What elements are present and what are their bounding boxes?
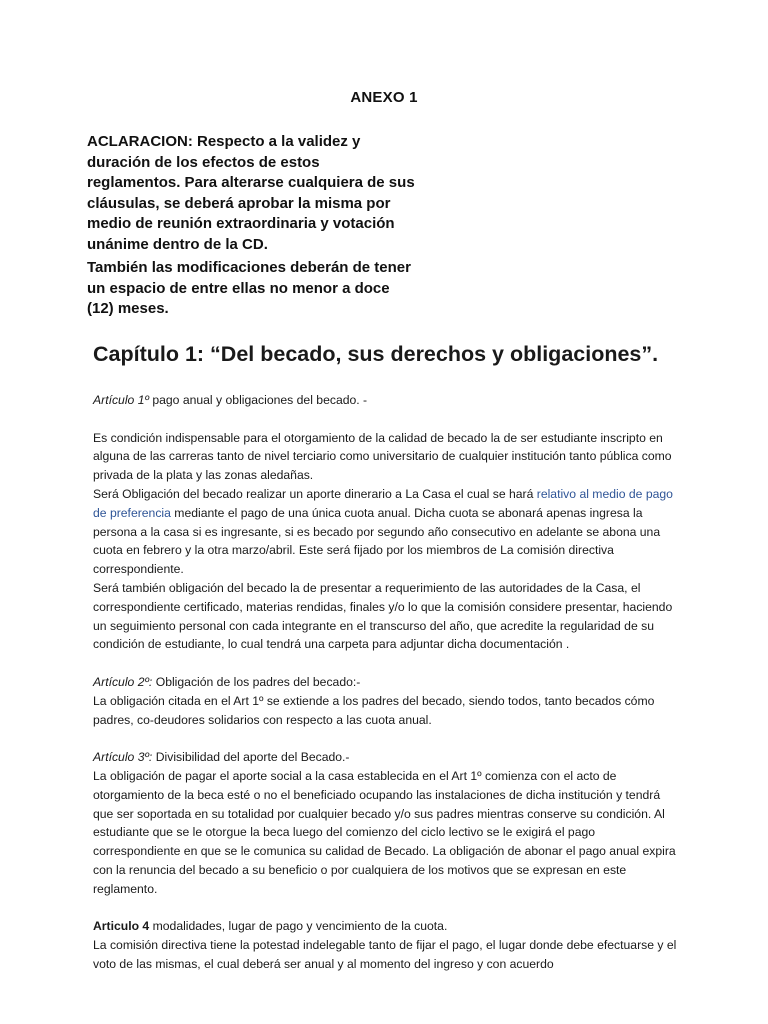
payment-method-link[interactable]: relativo al medio de pago de preferencia bbox=[93, 486, 673, 520]
article-4-label: Articulo 4 bbox=[93, 919, 150, 934]
article-1-label: Artículo 1º bbox=[93, 393, 149, 407]
annex-title: ANEXO 1 bbox=[350, 89, 418, 106]
spacer bbox=[93, 410, 683, 429]
article-1-heading bbox=[93, 391, 683, 410]
article-1-paragraph-1: Es condición indispensable para el otorgamiento de la calidad de becado la de ser estudiante inscripto en alguna de las carreras tanto de nivel terciario como universitario de cualquier institución tanto pública como privada de la plata y las zonas aledañas. bbox=[93, 430, 672, 483]
aclaracion-block bbox=[87, 132, 417, 320]
article-1-paragraph-2 bbox=[93, 485, 683, 579]
article-4-title: modalidades, lugar de pago y vencimiento de la cuota. bbox=[149, 919, 448, 934]
article-1-paragraph-2-start: Será Obligación del becado realizar un aporte dinerario a La Casa el cual se hará bbox=[93, 486, 537, 501]
article-4-heading bbox=[93, 917, 683, 936]
article-1-paragraph-2-end: mediante el pago de una única cuota anual. Dicha cuota se abonará apenas ingresa la persona a la casa si es ingresante, si es becado por segundo año consecutivo en adelante se abona una cuota en febrero y la otra marzo/abril. Este será fijado por los miembros de La comisión directiva correspondiente. bbox=[93, 505, 661, 577]
article-2-title: Obligación de los padres del becado:- bbox=[152, 674, 361, 689]
spacer bbox=[93, 654, 683, 673]
aclaracion-paragraph-1: ACLARACION: Respecto a la validez y duración de los efectos de estos reglamentos. Para alterarse cualquiera de sus cláusulas, se deberá aprobar la misma por medio de reunión extraordinaria y votación unánime dentro de la CD. bbox=[87, 133, 415, 253]
article-2-heading bbox=[93, 673, 683, 692]
article-3-heading bbox=[93, 748, 683, 767]
article-2-label: Artículo 2º: bbox=[93, 674, 153, 689]
article-3-label: Artículo 3º: bbox=[93, 750, 153, 765]
article-1-title: pago anual y obligaciones del becado. - bbox=[148, 393, 368, 407]
chapter-body bbox=[93, 391, 683, 974]
article-1-paragraph-3: Será también obligación del becado la de presentar a requerimiento de las autoridades de la Casa, el correspondiente certificado, materias rendidas, finales y/o lo que la comisión considere presentar, haciendo un seguimiento personal con cada integrante en el transcurso del año, que acredite la regularidad de su condición de estudiante, lo cual tendrá una carpeta para adjuntar dicha documentación . bbox=[93, 580, 673, 652]
spacer bbox=[93, 899, 683, 918]
chapter-title: Capítulo 1: “Del becado, sus derechos y obligaciones”. bbox=[93, 342, 659, 366]
article-2-paragraph-1: La obligación citada en el Art 1º se extiende a los padres del becado, siendo todos, tanto becados cómo padres, co-deudores solidarios con respecto a las cuota anual. bbox=[93, 693, 655, 727]
article-4-paragraph-1: La comisión directiva tiene la potestad indelegable tanto de fijar el pago, el lugar donde debe efectuarse y el voto de las mismas, el cual deberá ser anual y al momento del ingreso y con acuerdo bbox=[93, 938, 677, 971]
article-3-title: Divisibilidad del aporte del Becado.- bbox=[152, 750, 350, 765]
spacer bbox=[93, 729, 683, 748]
article-3-paragraph-1: La obligación de pagar el aporte social a la casa establecida en el Art 1º comienza con el acto de otorgamiento de la beca esté o no el beneficiado ocupando las instalaciones de dicha institución y tendrá que ser soportada en su totalidad por cualquier becado y/o sus padres mientras conserve su condición. Al estudiante que se le otorgue la beca luego del comienzo del ciclo lectivo se le exigirá el pago correspondiente en que se le comunica su calidad de Becado. La obligación de abonar el pago anual expira con la renuncia del becado a su beneficio o por cualquiera de los motivos que se expresan en este reglamento. bbox=[93, 768, 676, 896]
aclaracion-paragraph-2: También las modificaciones deberán de tener un espacio de entre ellas no menor a doce (12) meses. bbox=[87, 259, 411, 317]
